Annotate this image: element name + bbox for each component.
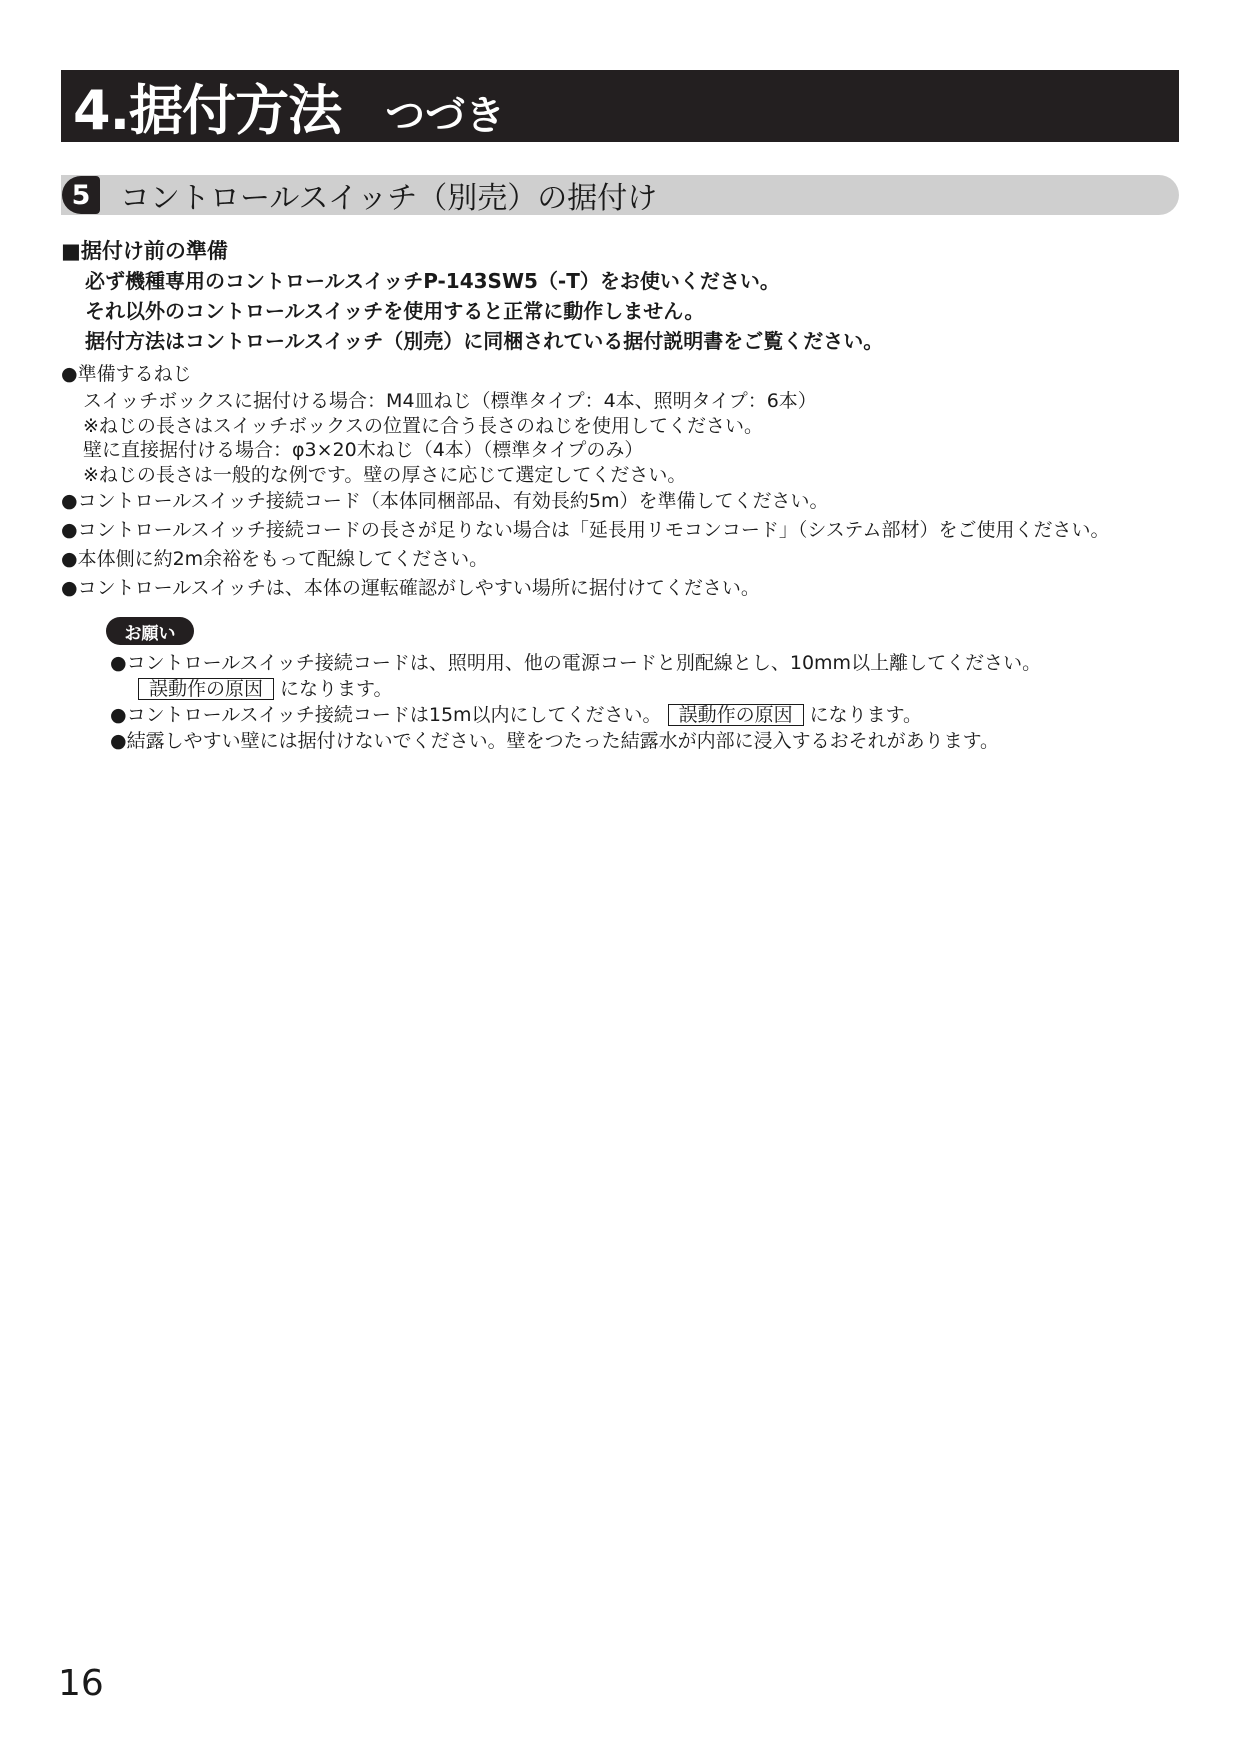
bullet-item: ●コントロールスイッチ接続コード（本体同梱部品、有効長約5m）を準備してください。 — [61, 490, 829, 512]
request-note-3: ●結露しやすい壁には据付けないでください。壁をつたった結露水が内部に浸入するおそれがあります。 — [110, 730, 1000, 752]
page-number: 16 — [58, 1663, 104, 1704]
request-badge: お願い — [106, 617, 194, 645]
request-note-2-tail: になります。 — [809, 704, 923, 726]
preparation-line: 必ず機種専用のコントロールスイッチP-143SW5（-T）をお使いください。 — [85, 269, 780, 293]
malfunction-cause-box: 誤動作の原因 — [668, 704, 804, 726]
chapter-subtitle: つづき — [385, 92, 506, 139]
request-notes — [110, 650, 1190, 754]
chapter-title: 4.据付方法 — [73, 78, 342, 142]
chapter-title-bar — [61, 70, 1179, 142]
screws-note: ※ねじの長さは一般的な例です。壁の厚さに応じて選定してください。 — [83, 463, 687, 486]
preparation-block — [61, 236, 1181, 356]
bullet-item: ●本体側に約2m余裕をもって配線してください。 — [61, 548, 489, 570]
screws-and-cord-block — [61, 360, 1186, 603]
preparation-heading: ■据付け前の準備 — [61, 239, 228, 263]
bullet-item: ●コントロールスイッチは、本体の運転確認がしやすい場所に据付けてください。 — [61, 577, 760, 599]
request-note-1-tail: になります。 — [280, 678, 393, 700]
screws-note: ※ねじの長さはスイッチボックスの位置に合う長さのねじを使用してください。 — [83, 414, 763, 437]
section-title: コントロールスイッチ（別売）の据付け — [120, 181, 658, 216]
screws-heading: ●準備するねじ — [61, 363, 192, 385]
request-note-1: ●コントロールスイッチ接続コードは、照明用、他の電源コードと別配線とし、10mm以上離してください。 — [110, 652, 1042, 674]
screws-line: スイッチボックスに据付ける場合：M4皿ねじ（標準タイプ：4本、照明タイプ：6本） — [83, 390, 817, 412]
screws-line: 壁に直接据付ける場合：φ3×20木ねじ（4本）（標準タイプのみ） — [83, 439, 644, 461]
malfunction-cause-box: 誤動作の原因 — [138, 678, 274, 700]
bullet-item: ●コントロールスイッチ接続コードの長さが足りない場合は「延長用リモコンコード」（システム部材）をご使用ください。 — [61, 519, 1110, 541]
request-note-1-cont — [110, 676, 1190, 702]
section-number-badge: 5 — [62, 176, 100, 214]
preparation-line: 据付方法はコントロールスイッチ（別売）に同梱されている据付説明書をご覧ください。 — [85, 329, 884, 353]
request-note-2-text: ●コントロールスイッチ接続コードは15m以内にしてください。 — [110, 704, 662, 726]
preparation-line: それ以外のコントロールスイッチを使用すると正常に動作しません。 — [85, 299, 705, 323]
section-heading — [61, 175, 1179, 215]
request-note-2 — [110, 702, 1190, 728]
